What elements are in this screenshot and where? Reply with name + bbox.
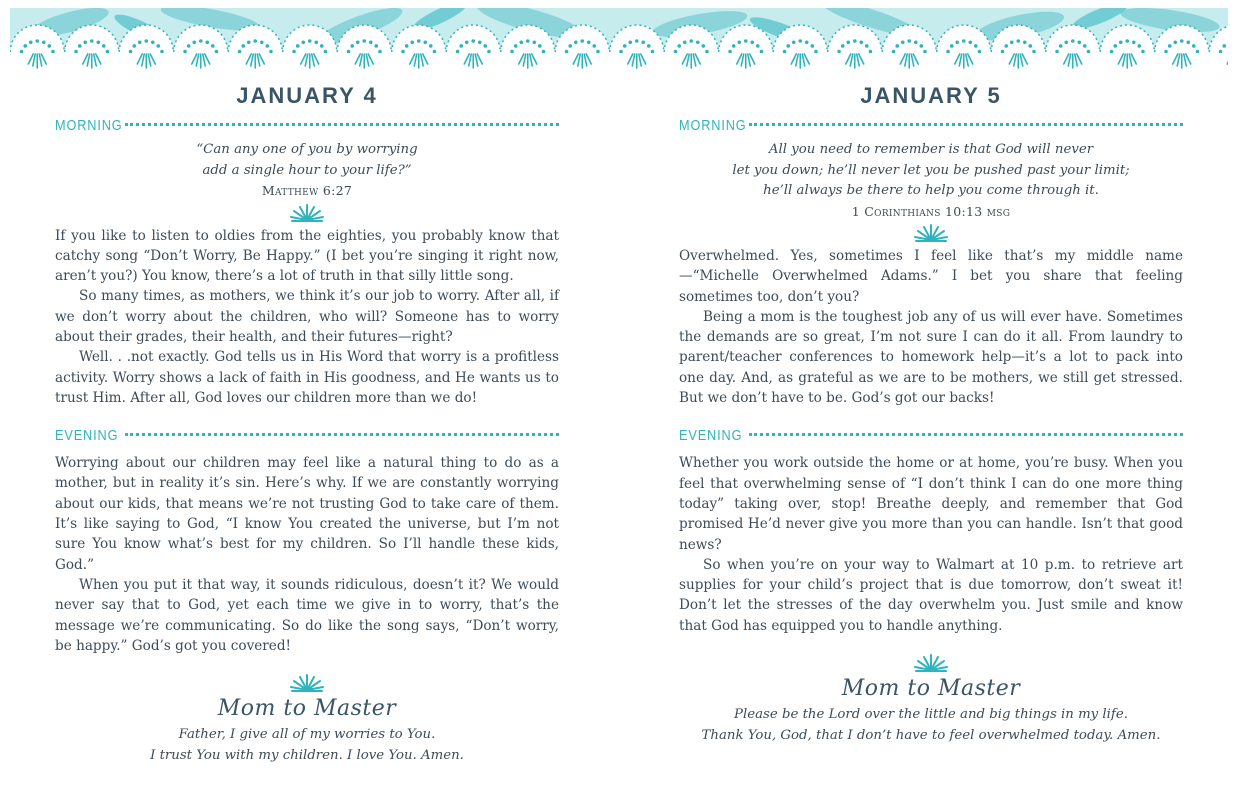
evening-devotional: [679, 453, 1183, 636]
verse-line: “Can any one of you by worrying: [196, 142, 418, 157]
paragraph: Being a mom is the toughest job any of us will ever have. Sometimes the demands are so great, I’m not sure I can do it all. From laundry to parent/teacher conferences to homework help—it’s a lot to pack into one day. And, as grateful as we are to be mothers, we still get stressed. But we don’t have to be. God’s got our backs!: [679, 308, 1183, 407]
prayer-line: Thank You, God, that I don’t have to feel overwhelmed today. Amen.: [701, 727, 1161, 743]
paragraph: So many times, as mothers, we think it’s our job to worry. After all, if we don’t worry about the children, who will? Someone has to worry about their grades, their health, and their futures—right?: [55, 288, 559, 345]
prayer-line: Father, I give all of my worries to You.: [178, 727, 436, 743]
verse-reference: 1 Corinthians 10:13 msg: [851, 203, 1011, 219]
page-date: JANUARY 4: [236, 83, 378, 108]
evening-heading: [679, 424, 1183, 446]
verse-line: add a single hour to your life?”: [202, 162, 412, 178]
morning-heading: [55, 114, 559, 136]
paragraph: When you put it that way, it sounds ridiculous, doesn’t it? We would never say that to God, yet each time we give in to worry, that’s the message we’re communicating. So do like the song says, “Don’t worry, be happy.” God’s got you covered!: [55, 576, 559, 654]
paragraph: Whether you work outside the home or at home, you’re busy. When you feel that overwhelming sense of “I don’t think I can do one more thing today” taking over, stop! Breathe deeply, and remember that God promised He’d never give you more than you can handle. Isn’t that good news?: [679, 455, 1183, 553]
mom-to-master-heading: Mom to Master: [217, 696, 397, 722]
prayer: [55, 725, 559, 766]
scripture-verse: [679, 140, 1183, 222]
evening-devotional: [55, 453, 559, 656]
verse-reference: Matthew 6:27: [261, 183, 353, 198]
paragraph: If you like to listen to oldies from the eighties, you probably know that catchy song “Don’t Worry, Be Happy.” (I bet you’re singing it right now, aren’t you?) You know, there’s a lot of truth in that silly little song.: [55, 227, 559, 285]
paragraph: Worrying about our children may feel like a natural thing to do as a mother, but in reality it’s sin. Here’s why. If we are constantly worrying about our kids, that means we’re not trusting God to take care of them. It’s like saying to God, “I know You created the universe, but I’m not sure You know what’s best for my children. So I’ll handle these kids, God.”: [55, 455, 559, 573]
dotted-rule: [125, 433, 559, 440]
verse-line: he’ll always be there to help you come through it.: [763, 183, 1099, 198]
morning-label: MORNING: [679, 116, 747, 134]
morning-heading: [679, 114, 1183, 136]
page-date: JANUARY 5: [860, 83, 1002, 108]
dotted-rule: [749, 123, 1183, 130]
prayer-line: I trust You with my children. I love You. Amen.: [150, 747, 464, 763]
paragraph: Well. . .not exactly. God tells us in His Word that worry is a profitless activity. Worry shows a lack of faith in His goodness, and He wants us to trust Him. After all, God loves our children more than we do!: [55, 349, 559, 406]
right-page: [679, 78, 1183, 746]
prayer: [679, 705, 1183, 746]
paragraph: So when you’re on your way to Walmart at 10 p.m. to retrieve art supplies for your child’s project that is due tomorrow, don’t sweat it! Don’t let the stresses of the day overwhelm you. Just smile and know that God has equipped you to handle anything.: [679, 556, 1183, 634]
verse-line: All you need to remember is that God will never: [768, 142, 1094, 157]
flower-ornament-icon: [288, 202, 326, 224]
evening-heading: [55, 424, 559, 446]
verse-line: let you down; he’ll never let you be pushed past your limit;: [732, 162, 1130, 178]
evening-label: EVENING: [679, 426, 743, 444]
paragraph: Overwhelmed. Yes, sometimes I feel like that’s my middle name—“Michelle Overwhelmed Adams.” I bet you share that feeling sometimes too, don’t you?: [679, 248, 1183, 305]
morning-devotional: [55, 226, 559, 409]
mom-to-master-heading: Mom to Master: [841, 676, 1021, 702]
morning-devotional: [679, 246, 1183, 408]
decorative-banner: [10, 8, 1228, 74]
morning-label: MORNING: [55, 116, 123, 134]
left-page: [55, 78, 559, 766]
flower-ornament-icon: [288, 672, 326, 694]
dotted-rule: [125, 123, 559, 130]
scripture-verse: [55, 140, 559, 202]
flower-ornament-icon: [912, 652, 950, 674]
prayer-line: Please be the Lord over the little and big things in my life.: [734, 707, 1128, 723]
dotted-rule: [749, 433, 1183, 440]
flower-ornament-icon: [912, 222, 950, 244]
evening-label: EVENING: [55, 426, 119, 444]
